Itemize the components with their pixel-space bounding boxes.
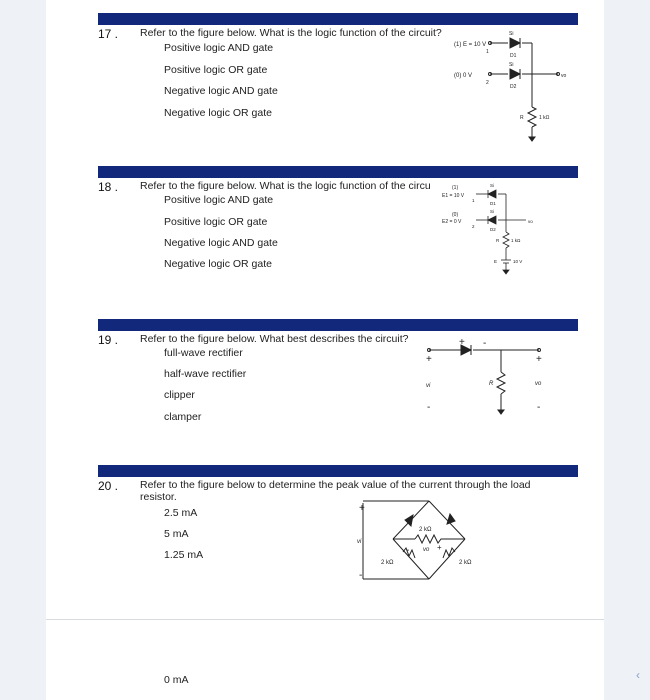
bridge-rectifier-circuit-figure [353,497,483,585]
question-number: 17 . [98,27,119,41]
resistor-value: 1 kΩ [511,238,521,243]
back-chevron-icon[interactable]: ‹ [636,668,640,682]
input-label: vi [426,383,431,389]
input-plus: + [426,354,432,365]
node1-label: 1 [486,49,489,55]
load-voltage-label: vo [423,547,430,553]
option-a[interactable]: Positive logic AND gate [164,194,274,206]
right-resistor-value: 2 kΩ [459,560,472,566]
diode2-type: Si [509,62,514,68]
option-a[interactable]: Positive logic AND gate [164,42,274,54]
diode1-type: Si [509,31,514,37]
load-resistor-value: 2 kΩ [419,527,432,533]
diode1-label: D1 [510,53,517,59]
input1-label: E1 = 10 V [442,193,465,199]
question-text: Refer to the figure below to determine the peak value of the current through the load [140,479,531,491]
question-text: Refer to the figure below. What is the logic function of the circuit? [140,27,442,39]
option-c[interactable]: Negative logic AND gate [164,237,278,249]
option-b[interactable]: Positive logic OR gate [164,216,268,228]
output-minus: - [537,402,541,413]
question-18 [98,166,578,316]
diode1-type: Si [490,183,495,188]
input1-state: (1) [452,185,459,191]
question-header-bar [98,166,578,178]
diode-or-and-circuit-figure [450,27,575,145]
diode-minus: - [483,338,487,349]
input2-label: (0) 0 V [454,73,473,79]
diode1-label: D1 [490,201,496,206]
question-header-bar [98,13,578,25]
option-d[interactable]: Negative logic OR gate [164,258,272,270]
left-resistor-value: 2 kΩ [381,560,394,566]
question-text-continued: resistor. [140,491,177,503]
diode2-type: Si [490,209,495,214]
output-label: vo [561,73,567,79]
load-plus: + [437,543,442,552]
node2-label: 2 [486,80,489,86]
diode2-label: D2 [510,84,517,90]
question-header-bar [98,319,578,331]
diode-gate-circuit-figure [438,180,548,288]
question-number: 19 . [98,333,119,347]
question-19 [98,319,578,469]
question-17 [98,13,578,163]
input-label: vi [357,539,362,545]
question-number: 18 . [98,180,119,194]
section-divider [46,619,604,620]
question-text: Refer to the figure below. What best describes the circuit? [140,333,409,345]
option-b[interactable]: Positive logic OR gate [164,64,268,76]
input2-label: E2 = 0 V [442,219,462,225]
option-b[interactable]: half-wave rectifier [164,368,247,380]
question-header-bar [98,465,578,477]
option-a[interactable]: 2.5 mA [164,507,198,519]
option-a[interactable]: full-wave rectifier [164,347,243,359]
output-plus: + [536,354,542,365]
node1-label: 1 [472,198,475,203]
load-minus: - [406,545,410,556]
output-label: vo [528,219,533,224]
diode-resistor-circuit-figure [423,337,553,422]
option-c[interactable]: clipper [164,389,195,401]
option-d[interactable]: clamper [164,411,202,423]
source-label: E [494,259,498,264]
resistor-label: R [520,115,524,121]
input-minus: - [359,570,363,581]
resistor-value: 1 kΩ [539,115,550,121]
output-label: vo [535,381,542,387]
option-d[interactable]: 0 mA [164,674,189,686]
input-plus: + [359,503,365,514]
input2-state: (0) [452,212,459,218]
input1-label: (1) E = 10 V [454,42,487,48]
diode-plus: + [459,337,465,348]
diode2-label: D2 [490,227,496,232]
question-20 [98,465,578,615]
question-text: Refer to the figure below. What is the logic function of the circu [140,180,431,192]
option-d[interactable]: Negative logic OR gate [164,107,272,119]
option-c[interactable]: 1.25 mA [164,549,204,561]
source-value: 10 V [513,259,523,264]
option-b[interactable]: 5 mA [164,528,189,540]
option-c[interactable]: Negative logic AND gate [164,85,278,97]
resistor-label: R [496,238,500,243]
resistor-label: R [489,381,494,387]
node2-label: 2 [472,224,475,229]
input-minus: - [427,402,431,413]
question-number: 20 . [98,479,119,493]
